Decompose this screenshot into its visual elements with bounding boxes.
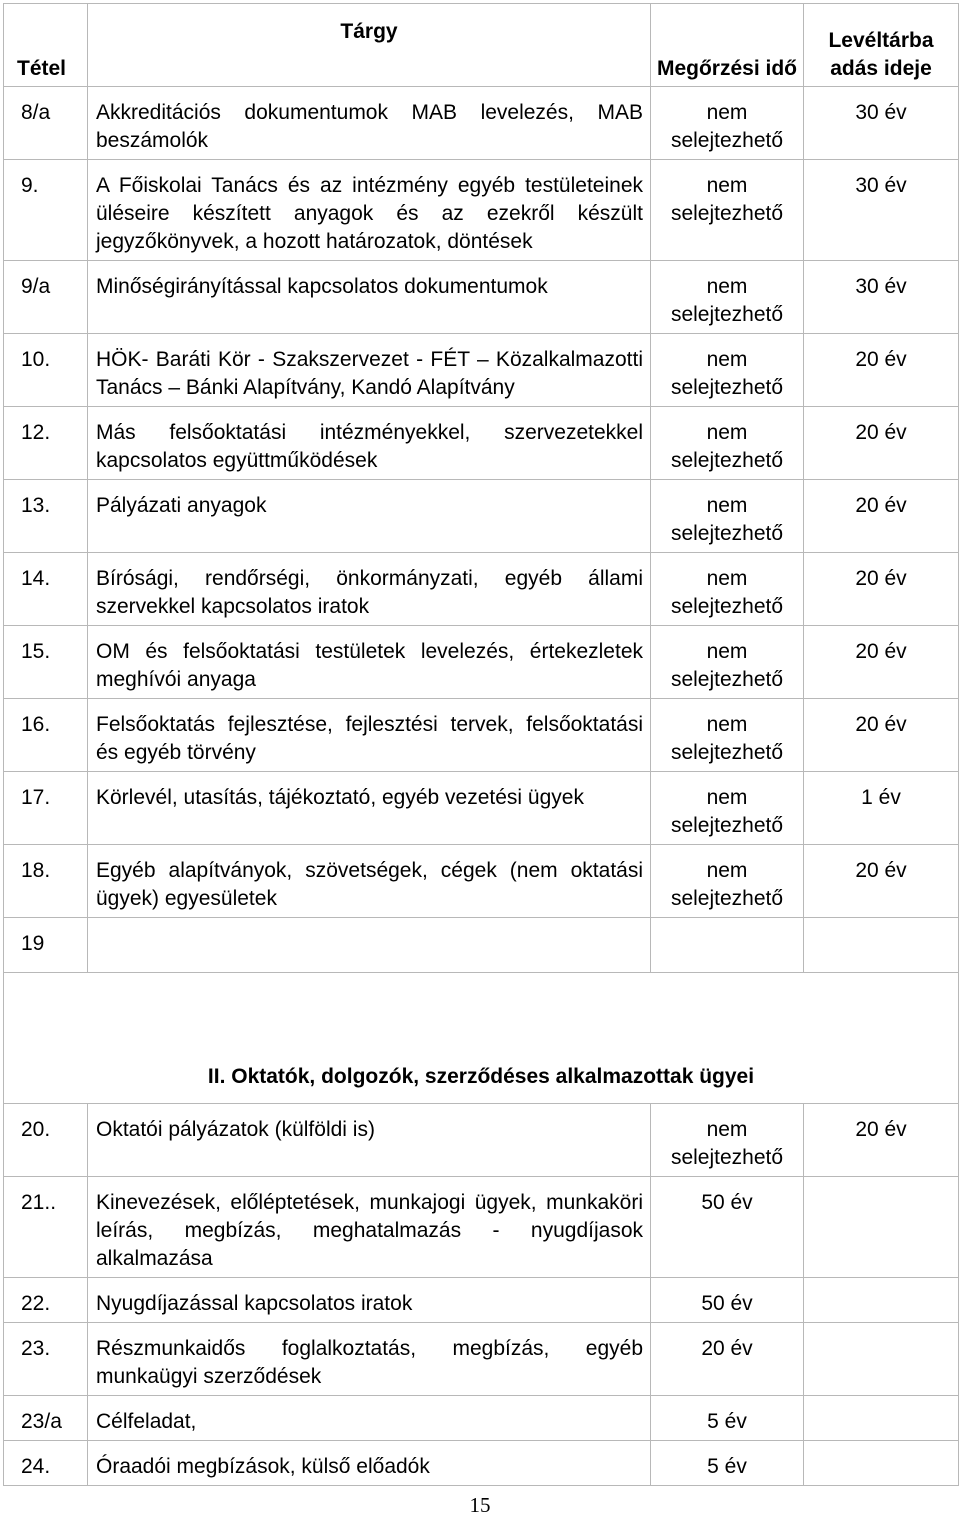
item-subject: HÖK- Baráti Kör - Szakszervezet - FÉT – Közalkalmazotti Tanács – Bánki Alapítvány, Kandó Alapítvány	[88, 334, 651, 407]
item-archive: 20 év	[804, 407, 959, 480]
table-row	[4, 480, 959, 553]
section-row	[4, 973, 959, 1104]
item-number: 19	[4, 918, 88, 973]
item-archive	[804, 1441, 959, 1486]
item-archive: 30 év	[804, 160, 959, 261]
item-archive	[804, 1396, 959, 1441]
item-subject: Akkreditációs dokumentumok MAB levelezés, MAB beszámolók	[88, 87, 651, 160]
item-archive	[804, 1323, 959, 1396]
retention-schedule-page	[3, 3, 958, 1486]
item-retention: 5 év	[651, 1441, 804, 1486]
item-archive	[804, 1177, 959, 1278]
item-archive	[804, 918, 959, 973]
table-row	[4, 1104, 959, 1177]
table-row	[4, 772, 959, 845]
item-subject: Részmunkaidős foglalkoztatás, megbízás, egyéb munkaügyi szerződések	[88, 1323, 651, 1396]
item-archive: 20 év	[804, 480, 959, 553]
item-archive: 30 év	[804, 87, 959, 160]
item-subject: Oktatói pályázatok (külföldi is)	[88, 1104, 651, 1177]
header-subject: Tárgy	[88, 4, 651, 87]
item-retention: nem selejtezhető	[651, 160, 804, 261]
table-row	[4, 1441, 959, 1486]
item-number: 10.	[4, 334, 88, 407]
table-row	[4, 87, 959, 160]
table-row	[4, 1278, 959, 1323]
item-number: 23/a	[4, 1396, 88, 1441]
table-row	[4, 626, 959, 699]
item-number: 12.	[4, 407, 88, 480]
item-number: 23.	[4, 1323, 88, 1396]
item-subject: Más felsőoktatási intézményekkel, szervezetekkel kapcsolatos együttműködések	[88, 407, 651, 480]
item-retention: nem selejtezhető	[651, 1104, 804, 1177]
item-subject: Óraadói megbízások, külső előadók	[88, 1441, 651, 1486]
item-number: 20.	[4, 1104, 88, 1177]
item-retention: 50 év	[651, 1278, 804, 1323]
item-archive	[804, 1278, 959, 1323]
item-number: 18.	[4, 845, 88, 918]
item-subject: Kinevezések, előléptetések, munkajogi ügyek, munkaköri leírás, megbízás, meghatalmazás - nyugdíjasok alkalmazása	[88, 1177, 651, 1278]
item-subject: A Főiskolai Tanács és az intézmény egyéb testületeinek üléseire készített anyagok és az ezekről készült jegyzőkönyvek, a hozott határozatok, döntések	[88, 160, 651, 261]
item-archive: 20 év	[804, 553, 959, 626]
item-number: 21..	[4, 1177, 88, 1278]
header-item: Tétel	[4, 4, 88, 87]
item-archive: 20 év	[804, 626, 959, 699]
item-archive: 20 év	[804, 1104, 959, 1177]
item-subject: Pályázati anyagok	[88, 480, 651, 553]
item-archive: 20 év	[804, 845, 959, 918]
header-row	[4, 4, 959, 87]
page-number: 15	[469, 1493, 491, 1517]
item-subject: Célfeladat,	[88, 1396, 651, 1441]
item-archive: 20 év	[804, 699, 959, 772]
table-row	[4, 1177, 959, 1278]
item-retention: nem selejtezhető	[651, 772, 804, 845]
item-retention: nem selejtezhető	[651, 334, 804, 407]
item-number: 22.	[4, 1278, 88, 1323]
retention-table	[3, 3, 959, 1486]
item-number: 14.	[4, 553, 88, 626]
item-subject: OM és felsőoktatási testületek levelezés, értekezletek meghívói anyaga	[88, 626, 651, 699]
item-number: 17.	[4, 772, 88, 845]
item-retention	[651, 918, 804, 973]
header-archive: Levéltárba adás ideje	[804, 4, 959, 87]
table-row	[4, 699, 959, 772]
item-archive: 20 év	[804, 334, 959, 407]
item-subject: Nyugdíjazással kapcsolatos iratok	[88, 1278, 651, 1323]
item-number: 24.	[4, 1441, 88, 1486]
item-number: 13.	[4, 480, 88, 553]
item-retention: nem selejtezhető	[651, 699, 804, 772]
header-retention: Megőrzési idő	[651, 4, 804, 87]
item-archive: 1 év	[804, 772, 959, 845]
item-subject: Minőségirányítással kapcsolatos dokumentumok	[88, 261, 651, 334]
item-retention: nem selejtezhető	[651, 87, 804, 160]
table-row	[4, 845, 959, 918]
table-row	[4, 1396, 959, 1441]
table-row	[4, 160, 959, 261]
item-retention: 50 év	[651, 1177, 804, 1278]
table-row	[4, 407, 959, 480]
item-retention: 20 év	[651, 1323, 804, 1396]
item-retention: nem selejtezhető	[651, 261, 804, 334]
item-number: 9.	[4, 160, 88, 261]
item-subject: Felsőoktatás fejlesztése, fejlesztési tervek, felsőoktatási és egyéb törvény	[88, 699, 651, 772]
item-retention: nem selejtezhető	[651, 480, 804, 553]
section-title: II. Oktatók, dolgozók, szerződéses alkalmazottak ügyei	[207, 1065, 755, 1088]
item-retention: nem selejtezhető	[651, 553, 804, 626]
table-row	[4, 553, 959, 626]
section-title-cell	[4, 973, 959, 1104]
item-retention: 5 év	[651, 1396, 804, 1441]
item-number: 9/a	[4, 261, 88, 334]
table-row	[4, 334, 959, 407]
table-row	[4, 261, 959, 334]
item-subject	[88, 918, 651, 973]
item-subject: Egyéb alapítványok, szövetségek, cégek (nem oktatási ügyek) egyesületek	[88, 845, 651, 918]
item-number: 15.	[4, 626, 88, 699]
item-subject: Körlevél, utasítás, tájékoztató, egyéb vezetési ügyek	[88, 772, 651, 845]
item-retention: nem selejtezhető	[651, 626, 804, 699]
table-row	[4, 1323, 959, 1396]
item-retention: nem selejtezhető	[651, 845, 804, 918]
item-number: 16.	[4, 699, 88, 772]
item-retention: nem selejtezhető	[651, 407, 804, 480]
table-row	[4, 918, 959, 973]
item-number: 8/a	[4, 87, 88, 160]
item-subject: Bírósági, rendőrségi, önkormányzati, egyéb állami szervekkel kapcsolatos iratok	[88, 553, 651, 626]
item-archive: 30 év	[804, 261, 959, 334]
